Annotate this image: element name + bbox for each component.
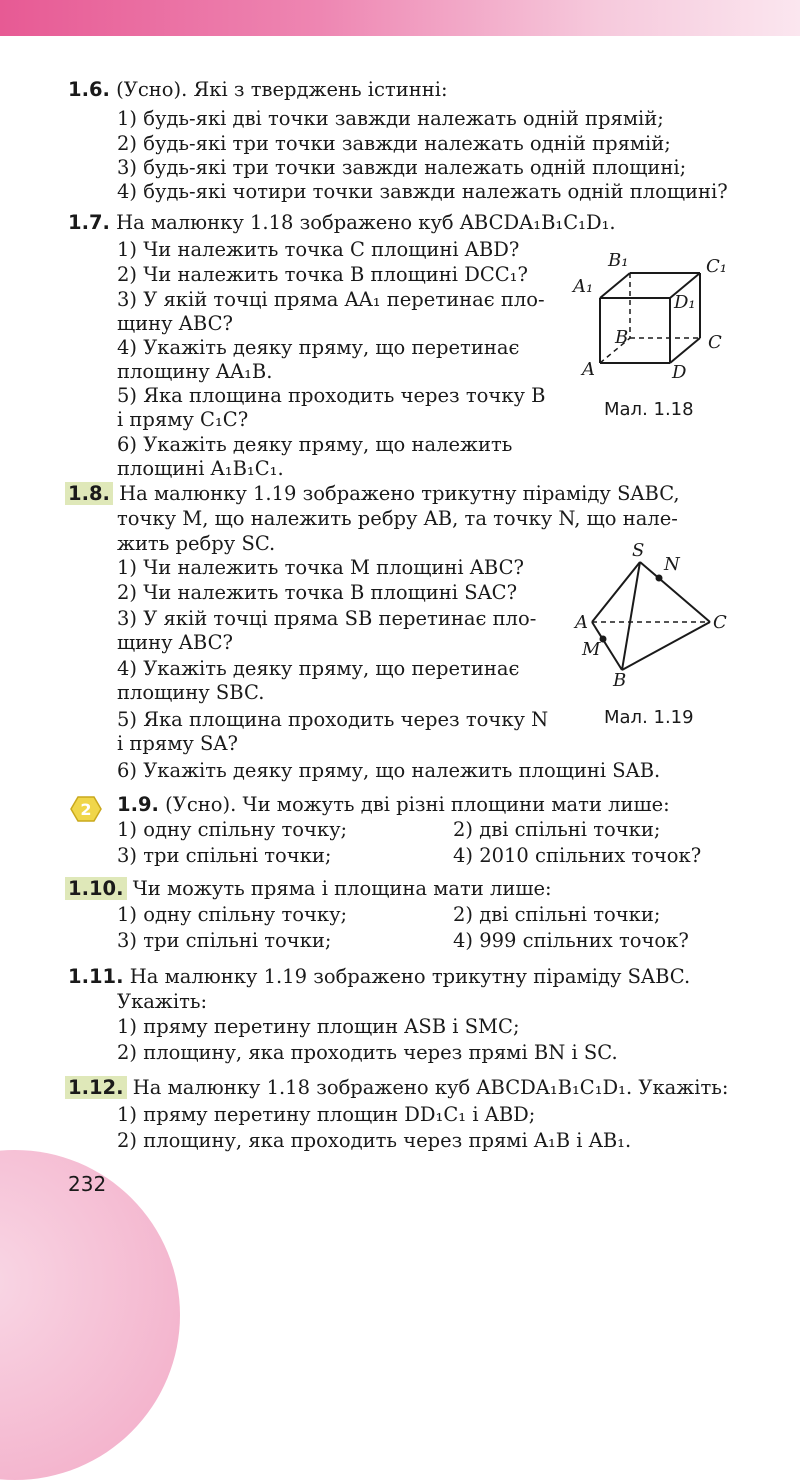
problem-intro-line: Укажіть: xyxy=(117,990,208,1013)
label-b: B xyxy=(613,670,627,690)
list-item: 1) Чи належить точка C площині ABD? xyxy=(117,238,520,261)
list-item: 2) Чи належить точка B площині DCC₁? xyxy=(117,263,528,286)
problem-intro: Чи можуть пряма і площина мати лише: xyxy=(132,877,552,900)
list-item: 1) пряму перетину площин ASB і SMC; xyxy=(117,1015,520,1038)
problem-number: 1.12. xyxy=(65,1076,127,1099)
list-item: 2) площину, яка проходить через прямі A₁B і AB₁. xyxy=(117,1129,632,1152)
label-a1: A₁ xyxy=(573,276,594,297)
list-item: 3) будь-які три точки завжди належать одній площині; xyxy=(117,156,687,179)
list-item: щину ABC? xyxy=(117,312,233,335)
problem-number: 1.10. xyxy=(65,877,127,900)
list-item: 2) площину, яка проходить через прямі BN і SC. xyxy=(117,1041,618,1064)
figure-caption: Мал. 1.18 xyxy=(604,399,694,420)
figure-caption: Мал. 1.19 xyxy=(604,707,694,728)
problem-1-10-heading xyxy=(68,876,552,901)
option-item: 3) три спільні точки; xyxy=(117,929,332,952)
label-m: M xyxy=(582,639,601,660)
option-item: 4) 2010 спільних точок? xyxy=(453,844,702,867)
list-item: 2) Чи належить точка B площині SAC? xyxy=(117,581,518,604)
cube-figure xyxy=(570,248,745,383)
pyramid-figure xyxy=(570,540,745,690)
problem-1-6-heading xyxy=(68,77,448,102)
list-item: 6) Укажіть деяку пряму, що належить xyxy=(117,433,513,456)
problem-intro-line: точку M, що належить ребру AB, та точку N, що нале- xyxy=(117,507,678,530)
list-item: щину ABC? xyxy=(117,631,233,654)
label-c1: C₁ xyxy=(706,256,727,277)
label-s: S xyxy=(632,540,645,561)
problem-1-9-heading xyxy=(117,792,670,817)
option-item: 1) одну спільну точку; xyxy=(117,903,348,926)
list-item: 4) Укажіть деяку пряму, що перетинає xyxy=(117,336,520,359)
label-n: N xyxy=(664,554,680,575)
list-item: площину SBC. xyxy=(117,681,265,704)
label-d1: D₁ xyxy=(674,292,696,313)
list-item: 2) будь-які три точки завжди належать одній прямій; xyxy=(117,132,671,155)
list-item: і пряму SA? xyxy=(117,732,238,755)
point-n xyxy=(656,575,663,582)
list-item: 1) Чи належить точка M площині ABC? xyxy=(117,556,524,579)
problem-1-7-heading xyxy=(68,210,616,235)
label-b: B xyxy=(615,327,629,348)
list-item: 1) пряму перетину площин DD₁C₁ і ABD; xyxy=(117,1103,536,1126)
label-d: D xyxy=(672,362,687,383)
label-b1: B₁ xyxy=(608,250,629,271)
problem-1-11-heading xyxy=(68,964,690,989)
problem-number: 1.8. xyxy=(65,482,113,505)
list-item: 4) Укажіть деяку пряму, що перетинає xyxy=(117,657,520,680)
problem-1-8-heading xyxy=(68,481,680,506)
list-item: 6) Укажіть деяку пряму, що належить площині SAB. xyxy=(117,759,661,782)
level-number: 2 xyxy=(80,800,92,819)
label-a: A xyxy=(575,612,588,633)
list-item: і пряму C₁C? xyxy=(117,408,249,431)
option-item: 4) 999 спільних точок? xyxy=(453,929,689,952)
difficulty-level-icon xyxy=(70,795,102,823)
label-a: A xyxy=(582,359,595,380)
list-item: 3) У якій точці пряма SB перетинає пло- xyxy=(117,607,537,630)
problem-intro: На малюнку 1.18 зображено куб ABCDA₁B₁C₁D₁. Укажіть: xyxy=(132,1076,729,1099)
list-item: 1) будь-які дві точки завжди належать одній прямій; xyxy=(117,107,664,130)
problem-intro-line: жить ребру SC. xyxy=(117,532,276,555)
page-number: 232 xyxy=(68,1172,107,1196)
list-item: площині A₁B₁C₁. xyxy=(117,457,284,480)
problem-intro: На малюнку 1.18 зображено куб ABCDA₁B₁C₁D₁. xyxy=(116,211,616,234)
point-m xyxy=(600,636,607,643)
option-item: 1) одну спільну точку; xyxy=(117,818,348,841)
label-c: C xyxy=(713,612,727,633)
option-item: 2) дві спільні точки; xyxy=(453,818,661,841)
problem-number: 1.9. xyxy=(117,793,159,816)
list-item: 4) будь-які чотири точки завжди належать одній площині? xyxy=(117,180,728,203)
list-item: 3) У якій точці пряма AA₁ перетинає пло- xyxy=(117,288,545,311)
problem-1-12-heading xyxy=(68,1075,728,1100)
label-c: C xyxy=(708,332,722,353)
problem-intro: (Усно). Які з тверджень істинні: xyxy=(116,78,448,101)
problem-number: 1.7. xyxy=(68,211,110,234)
problem-intro: На малюнку 1.19 зображено трикутну піраміду SABC. xyxy=(129,965,691,988)
problem-number: 1.6. xyxy=(68,78,110,101)
option-item: 2) дві спільні точки; xyxy=(453,903,661,926)
problem-intro: (Усно). Чи можуть дві різні площини мати лише: xyxy=(165,793,670,816)
option-item: 3) три спільні точки; xyxy=(117,844,332,867)
list-item: площину AA₁B. xyxy=(117,360,273,383)
problem-number: 1.11. xyxy=(68,965,124,988)
list-item: 5) Яка площина проходить через точку B xyxy=(117,384,546,407)
problem-intro: На малюнку 1.19 зображено трикутну піраміду SABC, xyxy=(119,482,680,505)
list-item: 5) Яка площина проходить через точку N xyxy=(117,708,549,731)
